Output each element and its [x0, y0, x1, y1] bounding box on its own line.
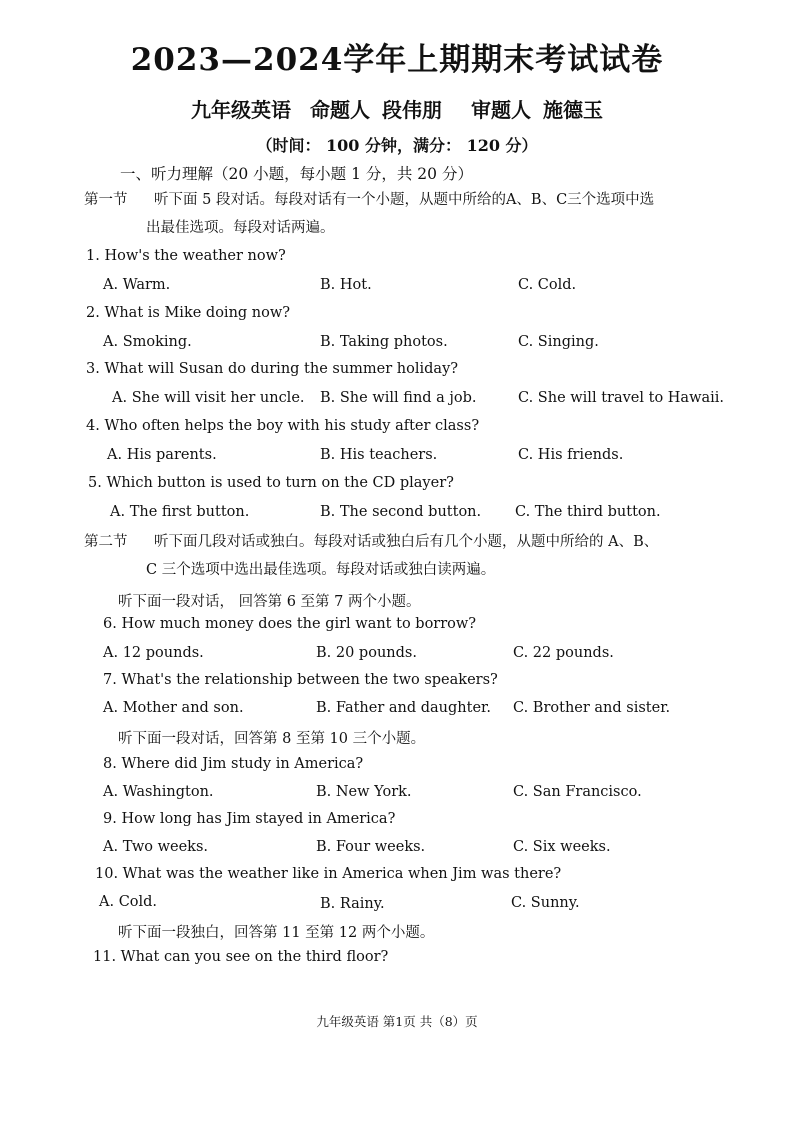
q7-option-b: B. Father and daughter. — [316, 700, 491, 716]
q7-option-c: C. Brother and sister. — [513, 700, 671, 716]
q3-option-c: C. She will travel to Hawaii. — [518, 390, 725, 406]
q10-option-a: A. Cold. — [99, 894, 158, 910]
section1-text-line1: 听下面 5 段对话。每段对话有一个小题，从题中所给的A、B、C三个选项中选 — [154, 192, 655, 208]
exam-subtitle — [0, 94, 794, 123]
page-footer: 九年级英语 第1页 共（8）页 — [316, 1014, 478, 1029]
section2-text-line2: C 三个选项中选出最佳选项。每段对话或独白读两遍。 — [146, 562, 496, 578]
q5-option-a: A. The first button. — [110, 504, 250, 520]
q10-option-c: C. Sunny. — [511, 895, 580, 911]
question-11: 11. What can you see on the third floor? — [93, 949, 389, 965]
q6-option-a: A. 12 pounds. — [103, 645, 204, 661]
question-6: 6. How much money does the girl want to borrow? — [103, 616, 477, 632]
section2-label: 第二节 — [84, 534, 128, 550]
question-2: 2. What is Mike doing now? — [86, 305, 291, 321]
section1-instructions — [84, 186, 734, 242]
q9-option-b: B. Four weeks. — [316, 839, 426, 855]
question-9: 9. How long has Jim stayed in America? — [103, 811, 396, 827]
q6-option-c: C. 22 pounds. — [513, 645, 614, 661]
question-8: 8. Where did Jim study in America? — [103, 756, 364, 772]
q8-option-a: A. Washington. — [103, 784, 214, 800]
question-7: 7. What's the relationship between the two speakers? — [103, 672, 498, 688]
q3-option-b: B. She will find a job. — [320, 390, 477, 406]
q10-option-b: B. Rainy. — [320, 896, 385, 912]
q5-option-b: B. The second button. — [320, 504, 482, 520]
q8-option-c: C. San Francisco. — [513, 784, 642, 800]
subject: 九年级英语 — [191, 98, 292, 122]
q4-option-a: A. His parents. — [107, 447, 217, 463]
reviewer-label: 审题人 — [470, 98, 531, 122]
q1-option-b: B. Hot. — [320, 277, 372, 293]
q9-option-c: C. Six weeks. — [513, 839, 611, 855]
q6-option-b: B. 20 pounds. — [316, 645, 417, 661]
section2-instructions — [84, 528, 734, 584]
section1-label: 第一节 — [84, 192, 128, 208]
q4-option-c: C. His friends. — [518, 447, 624, 463]
instruction-q11-12: 听下面一段独白，回答第 11 至第 12 两个小题。 — [118, 925, 435, 941]
instruction-q6-7: 听下面一段对话， 回答第 6 至第 7 两个小题。 — [118, 594, 421, 610]
instruction-q8-10: 听下面一段对话，回答第 8 至第 10 三个小题。 — [118, 731, 426, 747]
q2-option-c: C. Singing. — [518, 334, 599, 350]
time-info: （时间： 100 分钟，满分： 120 分） — [256, 136, 538, 155]
q4-option-b: B. His teachers. — [320, 447, 438, 463]
question-4: 4. Who often helps the boy with his study after class? — [86, 418, 480, 434]
q7-option-a: A. Mother and son. — [103, 700, 244, 716]
q1-option-c: C. Cold. — [518, 277, 577, 293]
question-5: 5. Which button is used to turn on the CD player? — [88, 475, 454, 491]
exam-title: 2023—2024学年上期期末考试试卷 — [130, 42, 664, 78]
question-1: 1. How's the weather now? — [86, 248, 286, 264]
q1-option-a: A. Warm. — [103, 277, 171, 293]
q3-option-a: A. She will visit her uncle. — [112, 390, 305, 406]
setter-name: 段伟朋 — [382, 98, 442, 122]
section1-text-line2: 出最佳选项。每段对话两遍。 — [146, 220, 335, 236]
q8-option-b: B. New York. — [316, 784, 412, 800]
q2-option-b: B. Taking photos. — [320, 334, 448, 350]
part1-heading: 一、听力理解（20 小题，每小题 1 分，共 20 分） — [120, 165, 473, 183]
question-3: 3. What will Susan do during the summer holiday? — [86, 361, 459, 377]
setter-label: 命题人 — [310, 98, 370, 122]
question-10: 10. What was the weather like in America when Jim was there? — [95, 866, 562, 882]
q9-option-a: A. Two weeks. — [103, 839, 209, 855]
section2-text-line1: 听下面几段对话或独白。每段对话或独白后有几个小题，从题中所给的 A、B、 — [154, 534, 659, 550]
reviewer-name: 施德玉 — [542, 98, 603, 122]
q2-option-a: A. Smoking. — [103, 334, 192, 350]
q5-option-c: C. The third button. — [515, 504, 661, 520]
